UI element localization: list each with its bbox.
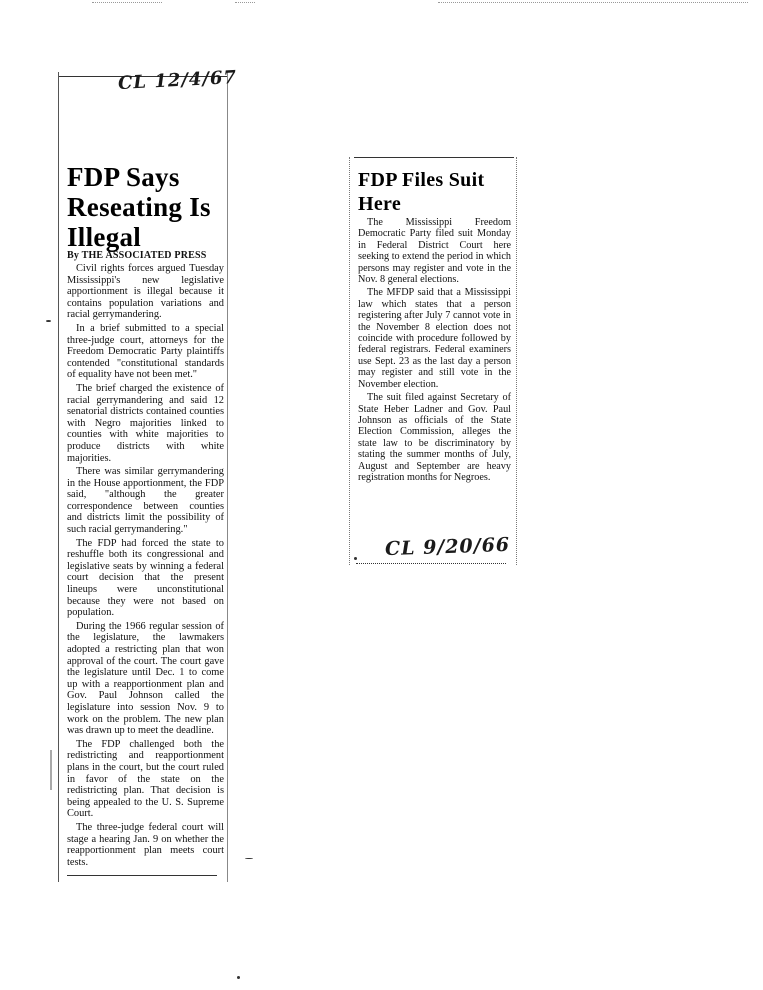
paragraph: There was similar gerrymandering in the House apportionment, the FDP said, "although the greater correspondence between counties and districts limit the possibility of such racial gerrymandering." [67,466,224,536]
paragraph: The three-judge federal court will stage a hearing Jan. 9 on whether the reapportionment plan meets court tests. [67,821,224,868]
scan-speck [237,976,240,979]
clipping-left-bottom-rule [67,875,217,876]
paragraph: Civil rights forces argued Tuesday Mississippi's new legislative apportionment is illegal because it contains population variations and racial gerrymandering. [67,263,224,321]
paragraph: The brief charged the existence of racial gerrymandering and said 12 senatorial districts contained counties with Negro majorities linked to counties with white majorities to produce districts with white majorities. [67,382,224,464]
article-body-left [67,263,224,870]
paragraph: The Mississippi Freedom Democratic Party filed suit Monday in Federal District Court here seeking to extend the period in which persons may register and vote in the Nov. 8 general elections. [358,217,511,286]
paragraph: The MFDP said that a Mississippi law which states that a person registering after July 7 cannot vote in the November 8 election does not coincide with procedure followed by federal registrars. Federal examiners use Sept. 23 as the last day a person may register and still vote in the November election. [358,287,511,390]
scan-speck [50,750,52,790]
handwritten-date-note-right: CL 9/20/66 [384,533,511,561]
headline-fdp-says-reseating-is-illegal: FDP Says Reseating Is Illegal [67,162,211,252]
scan-speck [46,320,51,322]
paragraph: During the 1966 regular session of the legislature, the lawmakers adopted a restricting plan that won approval of the court. The court gave the legislature until Dec. 1 to come up with a reapportionment plan and Gov. Paul Johnson called the legislature into session Nov. 9 to work on the problem. The new plan was drawn up to meet the deadline. [67,620,224,737]
byline: By THE ASSOCIATED PRESS [67,250,207,261]
paragraph: The FDP had forced the state to reshuffle both its congressional and legislative seats by winning a federal court decision that the present lineups were unconstitutional because they were not based on population. [67,537,224,619]
scan-mark-top-center [235,2,255,4]
headline-fdp-files-suit-here: FDP Files Suit Here [358,169,485,215]
paragraph: The FDP challenged both the redistricting and reapportionment plans in the court, but the court ruled in favor of the state on the redistricting plan. That decision is being appealed to the U. S. Supreme Court. [67,738,224,820]
article-body-right [358,217,511,485]
scan-speck [354,557,357,560]
clipping-right-bottom-rule [356,563,506,565]
handwritten-date-note-left: CL 12/4/67 [117,66,238,95]
scan-speck [245,858,253,859]
scan-mark-top-left [92,2,162,4]
clipping-right-top-rule [354,157,514,158]
paragraph: In a brief submitted to a special three-judge court, attorneys for the Freedom Democratic Party plaintiffs contended "constitutional standards of equality have not been met." [67,322,224,381]
clipping-left [58,72,228,882]
clipping-right [349,157,517,565]
scan-mark-top-right [438,2,748,4]
paragraph: The suit filed against Secretary of State Heber Ladner and Gov. Paul Johnson as officials of the State Election Commission, alleges the state law to be discriminatory by stating the summer months of July, August and September are heavy registration months for Negroes. [358,392,511,483]
